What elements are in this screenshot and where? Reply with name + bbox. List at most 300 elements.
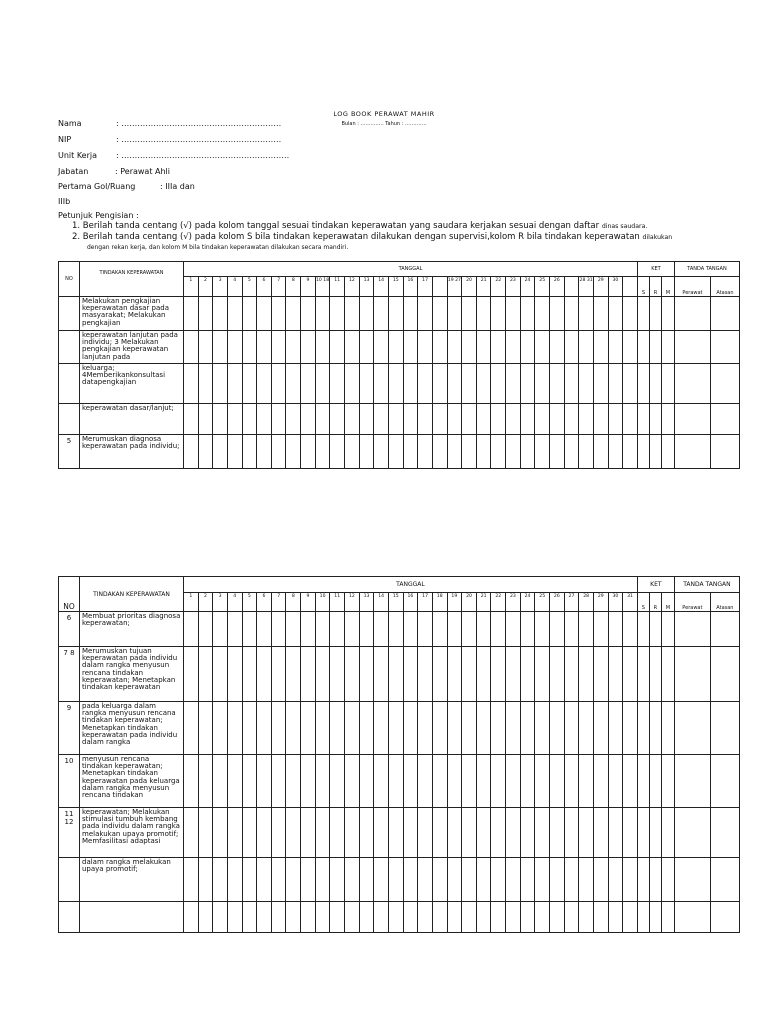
checkbox-cell[interactable] [535, 435, 550, 469]
checkbox-cell[interactable] [550, 364, 565, 404]
checkbox-cell[interactable] [271, 612, 286, 647]
checkbox-cell[interactable] [301, 331, 316, 364]
checkbox-cell[interactable] [301, 435, 316, 469]
checkbox-cell[interactable] [315, 297, 330, 331]
checkbox-cell[interactable] [301, 702, 316, 755]
checkbox-cell[interactable] [345, 435, 360, 469]
checkbox-cell[interactable] [388, 364, 403, 404]
checkbox-cell[interactable] [649, 364, 661, 404]
checkbox-cell[interactable] [491, 755, 506, 808]
checkbox-cell[interactable] [579, 702, 594, 755]
checkbox-cell[interactable] [198, 331, 213, 364]
checkbox-cell[interactable] [257, 755, 272, 808]
checkbox-cell[interactable] [637, 297, 649, 331]
checkbox-cell[interactable] [564, 404, 579, 435]
checkbox-cell[interactable] [330, 364, 345, 404]
checkbox-cell[interactable] [227, 808, 242, 858]
checkbox-cell[interactable] [476, 702, 491, 755]
checkbox-cell[interactable] [506, 902, 521, 933]
checkbox-cell[interactable] [649, 647, 661, 702]
checkbox-cell[interactable] [476, 364, 491, 404]
checkbox-cell[interactable] [637, 808, 649, 858]
checkbox-cell[interactable] [661, 297, 674, 331]
checkbox-cell[interactable] [593, 755, 608, 808]
checkbox-cell[interactable] [491, 331, 506, 364]
checkbox-cell[interactable] [301, 902, 316, 933]
checkbox-cell[interactable] [491, 435, 506, 469]
checkbox-cell[interactable] [403, 364, 418, 404]
checkbox-cell[interactable] [286, 331, 301, 364]
checkbox-cell[interactable] [447, 808, 462, 858]
checkbox-cell[interactable] [520, 858, 535, 902]
checkbox-cell[interactable] [593, 297, 608, 331]
checkbox-cell[interactable] [345, 297, 360, 331]
checkbox-cell[interactable] [374, 902, 389, 933]
checkbox-cell[interactable] [184, 297, 199, 331]
checkbox-cell[interactable] [432, 702, 447, 755]
checkbox-cell[interactable] [520, 755, 535, 808]
checkbox-cell[interactable] [579, 331, 594, 364]
checkbox-cell[interactable] [710, 404, 739, 435]
checkbox-cell[interactable] [403, 404, 418, 435]
checkbox-cell[interactable] [462, 755, 477, 808]
checkbox-cell[interactable] [345, 755, 360, 808]
checkbox-cell[interactable] [535, 902, 550, 933]
checkbox-cell[interactable] [330, 858, 345, 902]
checkbox-cell[interactable] [608, 702, 623, 755]
checkbox-cell[interactable] [388, 331, 403, 364]
checkbox-cell[interactable] [198, 647, 213, 702]
checkbox-cell[interactable] [608, 364, 623, 404]
checkbox-cell[interactable] [674, 404, 710, 435]
checkbox-cell[interactable] [257, 647, 272, 702]
checkbox-cell[interactable] [491, 297, 506, 331]
checkbox-cell[interactable] [593, 364, 608, 404]
checkbox-cell[interactable] [661, 364, 674, 404]
checkbox-cell[interactable] [388, 612, 403, 647]
checkbox-cell[interactable] [520, 702, 535, 755]
checkbox-cell[interactable] [579, 858, 594, 902]
checkbox-cell[interactable] [462, 435, 477, 469]
checkbox-cell[interactable] [535, 404, 550, 435]
checkbox-cell[interactable] [242, 612, 257, 647]
checkbox-cell[interactable] [447, 858, 462, 902]
checkbox-cell[interactable] [184, 647, 199, 702]
checkbox-cell[interactable] [315, 902, 330, 933]
checkbox-cell[interactable] [418, 435, 433, 469]
checkbox-cell[interactable] [710, 364, 739, 404]
checkbox-cell[interactable] [564, 755, 579, 808]
checkbox-cell[interactable] [403, 755, 418, 808]
checkbox-cell[interactable] [301, 755, 316, 808]
checkbox-cell[interactable] [359, 858, 374, 902]
checkbox-cell[interactable] [608, 404, 623, 435]
checkbox-cell[interactable] [388, 647, 403, 702]
checkbox-cell[interactable] [227, 902, 242, 933]
checkbox-cell[interactable] [674, 902, 710, 933]
checkbox-cell[interactable] [637, 404, 649, 435]
checkbox-cell[interactable] [257, 364, 272, 404]
checkbox-cell[interactable] [637, 612, 649, 647]
checkbox-cell[interactable] [432, 612, 447, 647]
checkbox-cell[interactable] [227, 331, 242, 364]
checkbox-cell[interactable] [462, 331, 477, 364]
checkbox-cell[interactable] [213, 702, 228, 755]
checkbox-cell[interactable] [330, 404, 345, 435]
checkbox-cell[interactable] [661, 404, 674, 435]
checkbox-cell[interactable] [520, 647, 535, 702]
checkbox-cell[interactable] [623, 755, 638, 808]
checkbox-cell[interactable] [520, 297, 535, 331]
checkbox-cell[interactable] [579, 364, 594, 404]
checkbox-cell[interactable] [593, 331, 608, 364]
checkbox-cell[interactable] [550, 435, 565, 469]
checkbox-cell[interactable] [388, 702, 403, 755]
checkbox-cell[interactable] [374, 331, 389, 364]
checkbox-cell[interactable] [710, 808, 739, 858]
checkbox-cell[interactable] [710, 647, 739, 702]
checkbox-cell[interactable] [462, 404, 477, 435]
checkbox-cell[interactable] [242, 647, 257, 702]
checkbox-cell[interactable] [608, 647, 623, 702]
checkbox-cell[interactable] [550, 808, 565, 858]
checkbox-cell[interactable] [286, 858, 301, 902]
checkbox-cell[interactable] [491, 702, 506, 755]
checkbox-cell[interactable] [623, 902, 638, 933]
checkbox-cell[interactable] [674, 755, 710, 808]
checkbox-cell[interactable] [462, 297, 477, 331]
checkbox-cell[interactable] [506, 364, 521, 404]
checkbox-cell[interactable] [271, 808, 286, 858]
checkbox-cell[interactable] [374, 647, 389, 702]
checkbox-cell[interactable] [520, 435, 535, 469]
checkbox-cell[interactable] [359, 808, 374, 858]
checkbox-cell[interactable] [564, 647, 579, 702]
checkbox-cell[interactable] [447, 902, 462, 933]
checkbox-cell[interactable] [623, 612, 638, 647]
checkbox-cell[interactable] [506, 755, 521, 808]
checkbox-cell[interactable] [550, 404, 565, 435]
checkbox-cell[interactable] [506, 702, 521, 755]
checkbox-cell[interactable] [330, 297, 345, 331]
checkbox-cell[interactable] [593, 647, 608, 702]
checkbox-cell[interactable] [593, 808, 608, 858]
checkbox-cell[interactable] [608, 902, 623, 933]
checkbox-cell[interactable] [476, 331, 491, 364]
checkbox-cell[interactable] [637, 647, 649, 702]
checkbox-cell[interactable] [661, 755, 674, 808]
checkbox-cell[interactable] [315, 331, 330, 364]
checkbox-cell[interactable] [674, 297, 710, 331]
checkbox-cell[interactable] [198, 612, 213, 647]
checkbox-cell[interactable] [608, 755, 623, 808]
checkbox-cell[interactable] [520, 404, 535, 435]
checkbox-cell[interactable] [447, 364, 462, 404]
checkbox-cell[interactable] [213, 331, 228, 364]
checkbox-cell[interactable] [491, 404, 506, 435]
checkbox-cell[interactable] [476, 647, 491, 702]
checkbox-cell[interactable] [593, 702, 608, 755]
checkbox-cell[interactable] [674, 808, 710, 858]
checkbox-cell[interactable] [213, 858, 228, 902]
checkbox-cell[interactable] [550, 858, 565, 902]
checkbox-cell[interactable] [564, 702, 579, 755]
checkbox-cell[interactable] [661, 435, 674, 469]
checkbox-cell[interactable] [227, 612, 242, 647]
checkbox-cell[interactable] [403, 647, 418, 702]
checkbox-cell[interactable] [403, 435, 418, 469]
checkbox-cell[interactable] [345, 404, 360, 435]
checkbox-cell[interactable] [418, 702, 433, 755]
checkbox-cell[interactable] [315, 858, 330, 902]
checkbox-cell[interactable] [432, 808, 447, 858]
checkbox-cell[interactable] [286, 702, 301, 755]
checkbox-cell[interactable] [432, 331, 447, 364]
checkbox-cell[interactable] [649, 702, 661, 755]
checkbox-cell[interactable] [359, 404, 374, 435]
checkbox-cell[interactable] [227, 702, 242, 755]
checkbox-cell[interactable] [359, 755, 374, 808]
checkbox-cell[interactable] [330, 331, 345, 364]
checkbox-cell[interactable] [286, 404, 301, 435]
checkbox-cell[interactable] [301, 647, 316, 702]
checkbox-cell[interactable] [593, 902, 608, 933]
checkbox-cell[interactable] [257, 331, 272, 364]
checkbox-cell[interactable] [637, 331, 649, 364]
checkbox-cell[interactable] [637, 858, 649, 902]
checkbox-cell[interactable] [623, 808, 638, 858]
checkbox-cell[interactable] [637, 364, 649, 404]
checkbox-cell[interactable] [374, 808, 389, 858]
checkbox-cell[interactable] [432, 858, 447, 902]
checkbox-cell[interactable] [535, 297, 550, 331]
checkbox-cell[interactable] [661, 647, 674, 702]
checkbox-cell[interactable] [506, 808, 521, 858]
checkbox-cell[interactable] [388, 404, 403, 435]
checkbox-cell[interactable] [198, 702, 213, 755]
checkbox-cell[interactable] [359, 297, 374, 331]
checkbox-cell[interactable] [462, 858, 477, 902]
checkbox-cell[interactable] [491, 858, 506, 902]
checkbox-cell[interactable] [184, 364, 199, 404]
checkbox-cell[interactable] [213, 364, 228, 404]
checkbox-cell[interactable] [330, 435, 345, 469]
checkbox-cell[interactable] [242, 404, 257, 435]
checkbox-cell[interactable] [623, 858, 638, 902]
checkbox-cell[interactable] [345, 331, 360, 364]
checkbox-cell[interactable] [315, 404, 330, 435]
checkbox-cell[interactable] [579, 755, 594, 808]
checkbox-cell[interactable] [608, 612, 623, 647]
checkbox-cell[interactable] [535, 858, 550, 902]
checkbox-cell[interactable] [520, 902, 535, 933]
checkbox-cell[interactable] [535, 808, 550, 858]
checkbox-cell[interactable] [184, 331, 199, 364]
checkbox-cell[interactable] [213, 435, 228, 469]
checkbox-cell[interactable] [213, 647, 228, 702]
checkbox-cell[interactable] [271, 647, 286, 702]
checkbox-cell[interactable] [674, 364, 710, 404]
checkbox-cell[interactable] [315, 435, 330, 469]
checkbox-cell[interactable] [403, 612, 418, 647]
checkbox-cell[interactable] [564, 364, 579, 404]
checkbox-cell[interactable] [330, 612, 345, 647]
checkbox-cell[interactable] [388, 755, 403, 808]
checkbox-cell[interactable] [257, 858, 272, 902]
checkbox-cell[interactable] [388, 808, 403, 858]
checkbox-cell[interactable] [301, 612, 316, 647]
checkbox-cell[interactable] [432, 902, 447, 933]
checkbox-cell[interactable] [388, 435, 403, 469]
checkbox-cell[interactable] [271, 404, 286, 435]
checkbox-cell[interactable] [661, 612, 674, 647]
checkbox-cell[interactable] [506, 612, 521, 647]
checkbox-cell[interactable] [271, 702, 286, 755]
checkbox-cell[interactable] [649, 755, 661, 808]
checkbox-cell[interactable] [198, 404, 213, 435]
checkbox-cell[interactable] [710, 755, 739, 808]
checkbox-cell[interactable] [213, 612, 228, 647]
checkbox-cell[interactable] [476, 902, 491, 933]
checkbox-cell[interactable] [462, 808, 477, 858]
checkbox-cell[interactable] [564, 331, 579, 364]
checkbox-cell[interactable] [418, 755, 433, 808]
checkbox-cell[interactable] [271, 858, 286, 902]
checkbox-cell[interactable] [535, 331, 550, 364]
checkbox-cell[interactable] [257, 902, 272, 933]
checkbox-cell[interactable] [403, 331, 418, 364]
checkbox-cell[interactable] [535, 612, 550, 647]
checkbox-cell[interactable] [330, 902, 345, 933]
checkbox-cell[interactable] [637, 702, 649, 755]
checkbox-cell[interactable] [579, 297, 594, 331]
checkbox-cell[interactable] [374, 297, 389, 331]
checkbox-cell[interactable] [564, 435, 579, 469]
checkbox-cell[interactable] [330, 702, 345, 755]
checkbox-cell[interactable] [447, 755, 462, 808]
checkbox-cell[interactable] [649, 404, 661, 435]
checkbox-cell[interactable] [286, 297, 301, 331]
checkbox-cell[interactable] [447, 297, 462, 331]
checkbox-cell[interactable] [564, 612, 579, 647]
checkbox-cell[interactable] [550, 612, 565, 647]
checkbox-cell[interactable] [388, 297, 403, 331]
checkbox-cell[interactable] [432, 435, 447, 469]
checkbox-cell[interactable] [315, 808, 330, 858]
checkbox-cell[interactable] [491, 902, 506, 933]
checkbox-cell[interactable] [359, 902, 374, 933]
checkbox-cell[interactable] [550, 755, 565, 808]
checkbox-cell[interactable] [535, 702, 550, 755]
checkbox-cell[interactable] [242, 755, 257, 808]
checkbox-cell[interactable] [535, 364, 550, 404]
checkbox-cell[interactable] [447, 404, 462, 435]
checkbox-cell[interactable] [374, 612, 389, 647]
checkbox-cell[interactable] [579, 902, 594, 933]
checkbox-cell[interactable] [286, 612, 301, 647]
checkbox-cell[interactable] [476, 858, 491, 902]
checkbox-cell[interactable] [520, 364, 535, 404]
checkbox-cell[interactable] [649, 858, 661, 902]
checkbox-cell[interactable] [564, 858, 579, 902]
checkbox-cell[interactable] [506, 297, 521, 331]
checkbox-cell[interactable] [506, 331, 521, 364]
checkbox-cell[interactable] [623, 702, 638, 755]
checkbox-cell[interactable] [550, 647, 565, 702]
checkbox-cell[interactable] [462, 647, 477, 702]
checkbox-cell[interactable] [710, 435, 739, 469]
checkbox-cell[interactable] [184, 858, 199, 902]
checkbox-cell[interactable] [476, 404, 491, 435]
checkbox-cell[interactable] [649, 297, 661, 331]
checkbox-cell[interactable] [345, 808, 360, 858]
checkbox-cell[interactable] [608, 297, 623, 331]
checkbox-cell[interactable] [403, 297, 418, 331]
checkbox-cell[interactable] [674, 647, 710, 702]
checkbox-cell[interactable] [403, 808, 418, 858]
checkbox-cell[interactable] [184, 808, 199, 858]
checkbox-cell[interactable] [198, 435, 213, 469]
checkbox-cell[interactable] [432, 647, 447, 702]
checkbox-cell[interactable] [213, 808, 228, 858]
checkbox-cell[interactable] [227, 404, 242, 435]
checkbox-cell[interactable] [520, 808, 535, 858]
checkbox-cell[interactable] [491, 647, 506, 702]
checkbox-cell[interactable] [579, 647, 594, 702]
checkbox-cell[interactable] [447, 702, 462, 755]
checkbox-cell[interactable] [462, 612, 477, 647]
checkbox-cell[interactable] [315, 364, 330, 404]
checkbox-cell[interactable] [506, 858, 521, 902]
checkbox-cell[interactable] [623, 404, 638, 435]
checkbox-cell[interactable] [315, 647, 330, 702]
checkbox-cell[interactable] [506, 435, 521, 469]
checkbox-cell[interactable] [184, 902, 199, 933]
checkbox-cell[interactable] [623, 297, 638, 331]
checkbox-cell[interactable] [374, 755, 389, 808]
checkbox-cell[interactable] [345, 702, 360, 755]
checkbox-cell[interactable] [184, 612, 199, 647]
checkbox-cell[interactable] [447, 647, 462, 702]
checkbox-cell[interactable] [491, 808, 506, 858]
checkbox-cell[interactable] [301, 808, 316, 858]
checkbox-cell[interactable] [491, 364, 506, 404]
checkbox-cell[interactable] [593, 858, 608, 902]
checkbox-cell[interactable] [242, 858, 257, 902]
checkbox-cell[interactable] [271, 755, 286, 808]
checkbox-cell[interactable] [710, 902, 739, 933]
checkbox-cell[interactable] [286, 364, 301, 404]
checkbox-cell[interactable] [649, 435, 661, 469]
checkbox-cell[interactable] [374, 404, 389, 435]
checkbox-cell[interactable] [242, 331, 257, 364]
checkbox-cell[interactable] [623, 647, 638, 702]
checkbox-cell[interactable] [506, 404, 521, 435]
checkbox-cell[interactable] [649, 902, 661, 933]
checkbox-cell[interactable] [330, 647, 345, 702]
checkbox-cell[interactable] [374, 364, 389, 404]
checkbox-cell[interactable] [242, 808, 257, 858]
checkbox-cell[interactable] [623, 364, 638, 404]
checkbox-cell[interactable] [564, 808, 579, 858]
checkbox-cell[interactable] [593, 612, 608, 647]
checkbox-cell[interactable] [330, 755, 345, 808]
checkbox-cell[interactable] [608, 435, 623, 469]
checkbox-cell[interactable] [213, 297, 228, 331]
checkbox-cell[interactable] [593, 435, 608, 469]
checkbox-cell[interactable] [462, 902, 477, 933]
checkbox-cell[interactable] [550, 297, 565, 331]
